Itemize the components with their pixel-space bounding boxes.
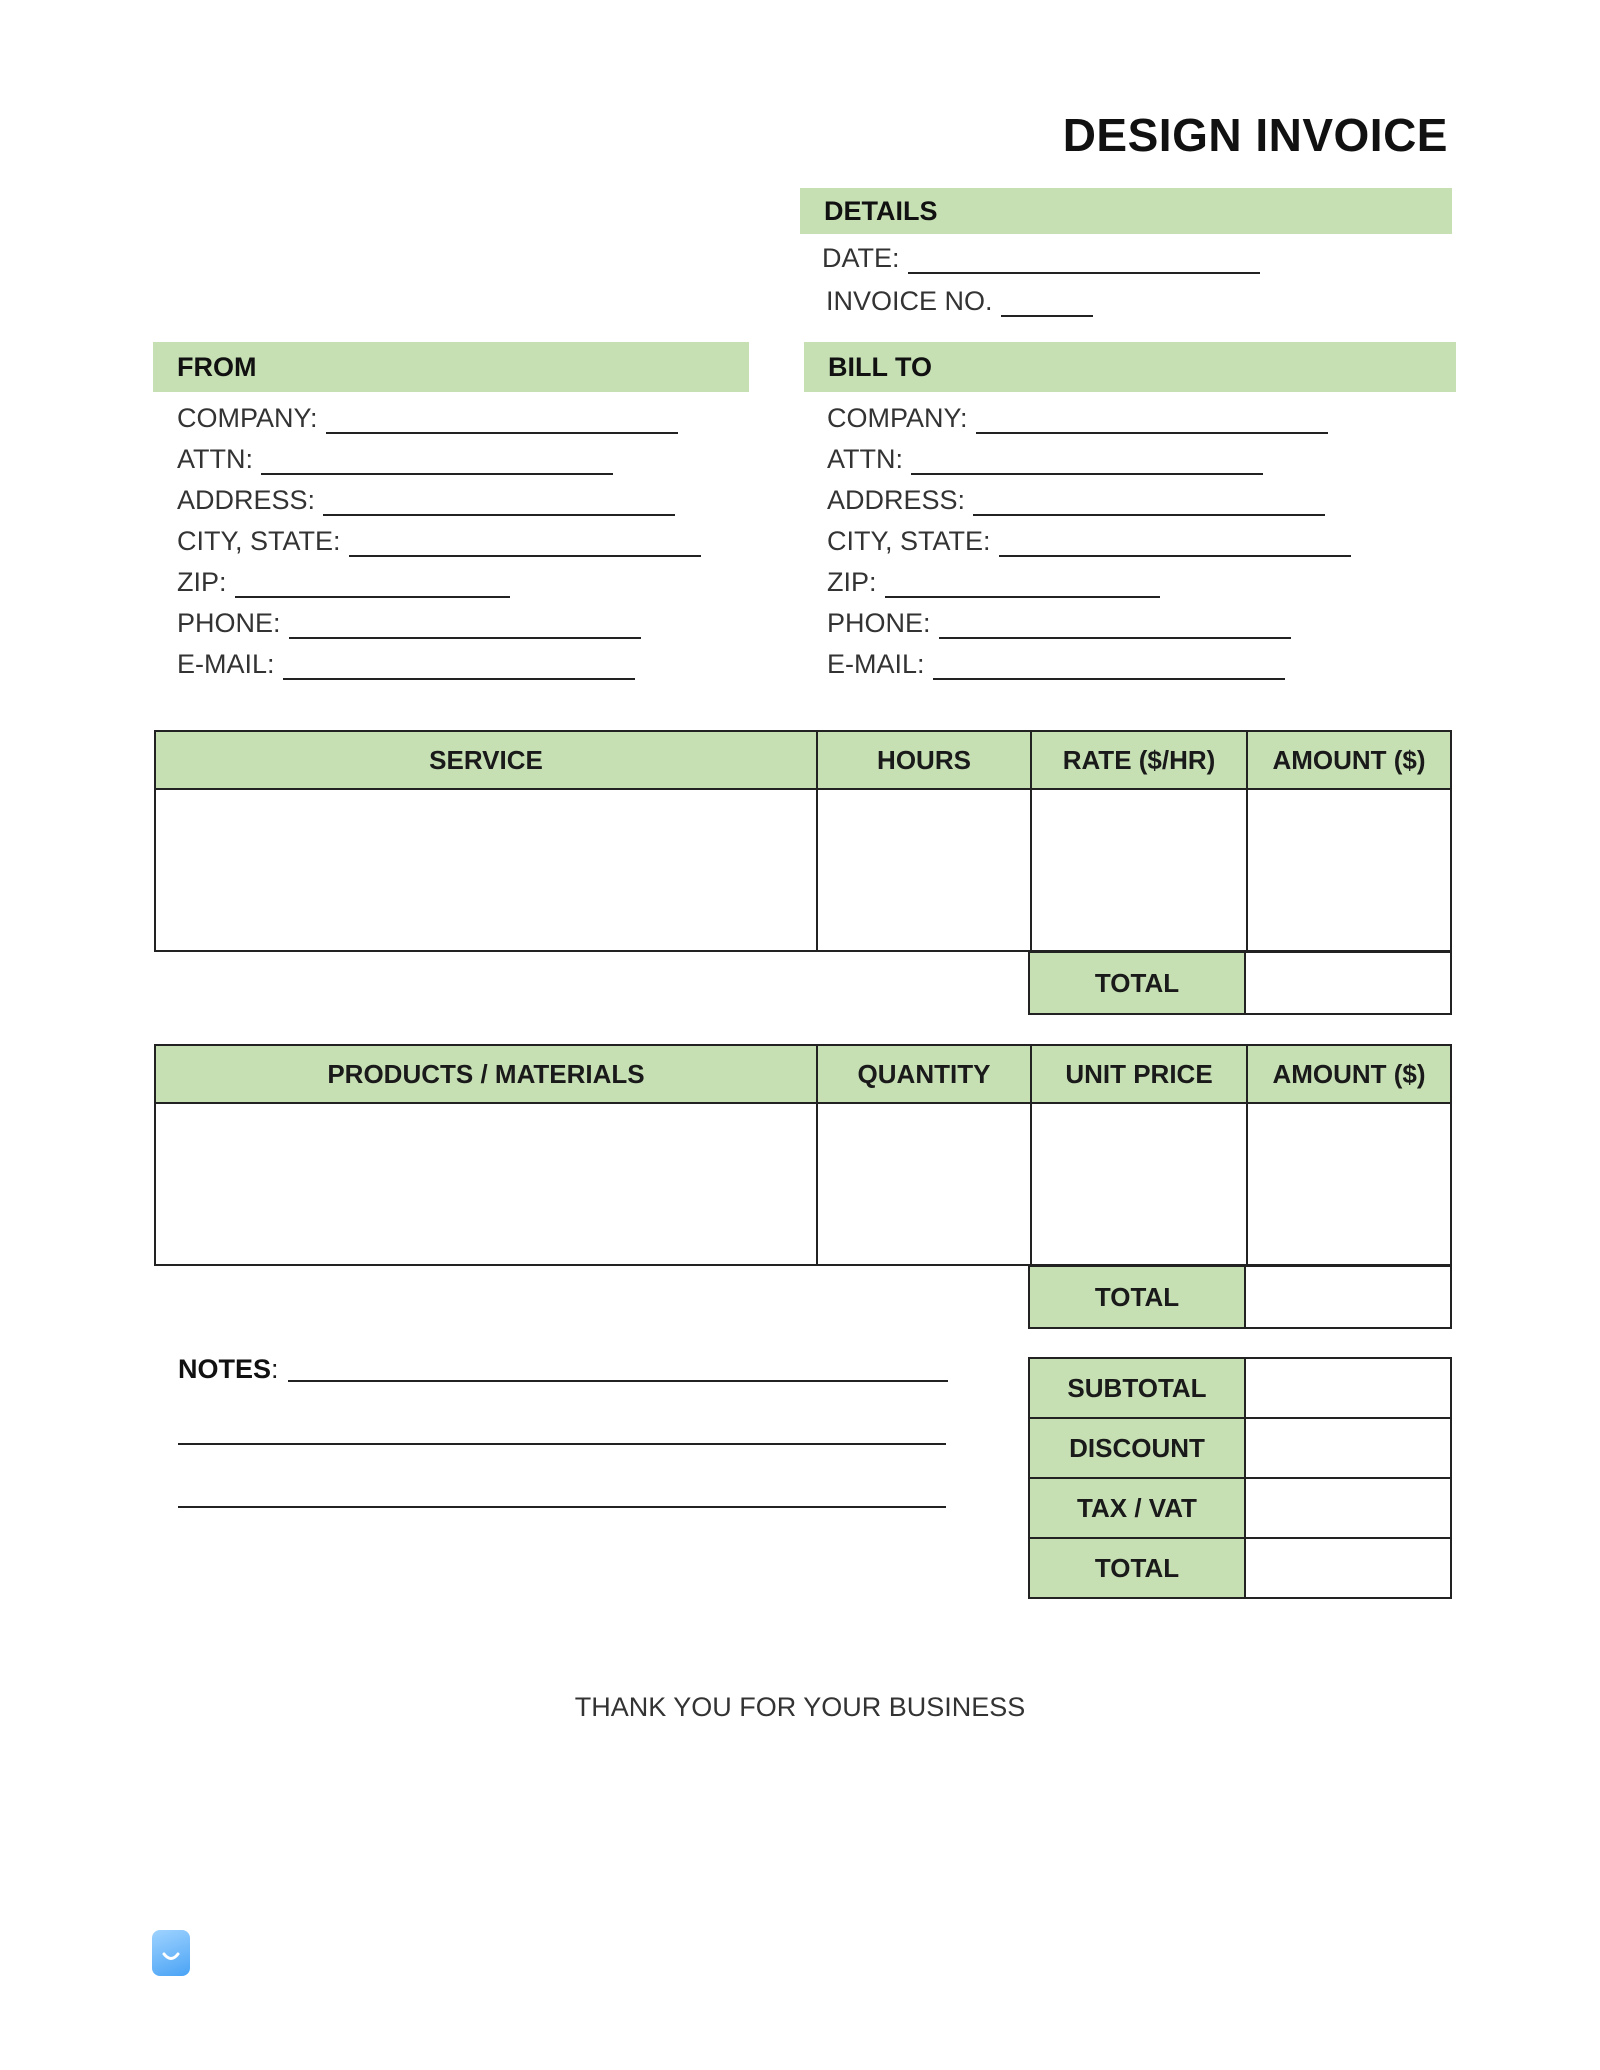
- from-zip-line[interactable]: [235, 570, 510, 598]
- product-cell[interactable]: [155, 1103, 817, 1265]
- bill-to-heading: [804, 342, 1456, 392]
- date-line[interactable]: [908, 246, 1260, 274]
- services-body-row[interactable]: [155, 789, 1451, 951]
- bill-company-label: COMPANY:: [827, 403, 968, 433]
- service-cell[interactable]: [155, 789, 817, 951]
- date-label: DATE:: [822, 243, 900, 273]
- summary-row: [1029, 1478, 1451, 1538]
- rate-header: RATE ($/HR): [1031, 731, 1247, 789]
- from-email-field[interactable]: [177, 644, 701, 680]
- tax-vat-label: TAX / VAT: [1029, 1478, 1245, 1538]
- service-amount-header: AMOUNT ($): [1247, 731, 1451, 789]
- service-amount-cell[interactable]: [1247, 789, 1451, 951]
- bill-phone-field[interactable]: [827, 603, 1351, 639]
- summary-row: [1029, 1358, 1451, 1418]
- bill-city-state-line[interactable]: [999, 529, 1351, 557]
- bill-address-field[interactable]: [827, 480, 1351, 516]
- tax-vat-value[interactable]: [1245, 1478, 1451, 1538]
- from-heading-label: FROM: [177, 351, 257, 382]
- products-header: PRODUCTS / MATERIALS: [155, 1045, 817, 1103]
- products-table: [154, 1044, 1452, 1266]
- notes-label: NOTES: [178, 1354, 272, 1384]
- bill-zip-label: ZIP:: [827, 567, 877, 597]
- from-phone-field[interactable]: [177, 603, 701, 639]
- invoice-number-field[interactable]: [826, 281, 1093, 317]
- bill-attn-label: ATTN:: [827, 444, 903, 474]
- from-address-line[interactable]: [323, 488, 675, 516]
- bill-address-label: ADDRESS:: [827, 485, 966, 515]
- bill-email-line[interactable]: [933, 652, 1285, 680]
- thank-you-message: THANK YOU FOR YOUR BUSINESS: [574, 1692, 1026, 1722]
- product-amount-header: AMOUNT ($): [1247, 1045, 1451, 1103]
- hours-cell[interactable]: [817, 789, 1031, 951]
- from-city-state-line[interactable]: [349, 529, 701, 557]
- from-phone-label: PHONE:: [177, 608, 281, 638]
- from-phone-line[interactable]: [289, 611, 641, 639]
- from-company-line[interactable]: [326, 406, 678, 434]
- invoice-number-label: INVOICE NO.: [826, 286, 993, 316]
- grand-total-label: TOTAL: [1029, 1538, 1245, 1598]
- logo-smile-icon: [152, 1930, 190, 1976]
- bill-phone-label: PHONE:: [827, 608, 931, 638]
- from-address-field[interactable]: [177, 480, 701, 516]
- from-fields: [177, 392, 701, 680]
- grand-total-value[interactable]: [1245, 1538, 1451, 1598]
- invoice-title: DESIGN INVOICE: [1062, 109, 1448, 161]
- notes-line-3[interactable]: [178, 1506, 946, 1508]
- bill-email-field[interactable]: [827, 644, 1351, 680]
- from-zip-field[interactable]: [177, 562, 701, 598]
- from-company-label: COMPANY:: [177, 403, 318, 433]
- bill-email-label: E-MAIL:: [827, 649, 925, 679]
- subtotal-label: SUBTOTAL: [1029, 1358, 1245, 1418]
- bill-to-heading-label: BILL TO: [828, 351, 933, 382]
- from-attn-label: ATTN:: [177, 444, 253, 474]
- from-email-label: E-MAIL:: [177, 649, 275, 679]
- discount-value[interactable]: [1245, 1418, 1451, 1478]
- services-table: [154, 730, 1452, 952]
- details-heading: [800, 188, 1452, 234]
- from-address-label: ADDRESS:: [177, 485, 316, 515]
- bill-attn-field[interactable]: [827, 439, 1351, 475]
- document-logo-icon: [152, 1930, 190, 1976]
- from-city-state-field[interactable]: [177, 521, 701, 557]
- from-attn-line[interactable]: [261, 447, 613, 475]
- summary-row: [1029, 1418, 1451, 1478]
- discount-label: DISCOUNT: [1029, 1418, 1245, 1478]
- bill-attn-line[interactable]: [911, 447, 1263, 475]
- from-zip-label: ZIP:: [177, 567, 227, 597]
- bill-company-field[interactable]: [827, 398, 1351, 434]
- quantity-header: QUANTITY: [817, 1045, 1031, 1103]
- from-company-field[interactable]: [177, 398, 701, 434]
- hours-header: HOURS: [817, 731, 1031, 789]
- from-attn-field[interactable]: [177, 439, 701, 475]
- subtotal-value[interactable]: [1245, 1358, 1451, 1418]
- from-heading: [153, 342, 749, 392]
- unit-price-header: UNIT PRICE: [1031, 1045, 1247, 1103]
- from-email-line[interactable]: [283, 652, 635, 680]
- bill-to-fields: [827, 392, 1351, 680]
- products-total: [1028, 1265, 1452, 1329]
- services-total-label: TOTAL: [1029, 952, 1245, 1014]
- bill-company-line[interactable]: [976, 406, 1328, 434]
- unit-price-cell[interactable]: [1031, 1103, 1247, 1265]
- services-total-value[interactable]: [1245, 952, 1451, 1014]
- bill-city-state-label: CITY, STATE:: [827, 526, 991, 556]
- bill-phone-line[interactable]: [939, 611, 1291, 639]
- details-heading-label: DETAILS: [824, 195, 938, 226]
- bill-zip-line[interactable]: [885, 570, 1160, 598]
- quantity-cell[interactable]: [817, 1103, 1031, 1265]
- rate-cell[interactable]: [1031, 789, 1247, 951]
- bill-city-state-field[interactable]: [827, 521, 1351, 557]
- notes-colon: :: [271, 1354, 279, 1384]
- summary-table: [1028, 1357, 1452, 1599]
- services-total: [1028, 951, 1452, 1015]
- notes-field[interactable]: [178, 1354, 279, 1385]
- invoice-number-line[interactable]: [1001, 289, 1093, 317]
- notes-line-2[interactable]: [178, 1443, 946, 1445]
- service-header: SERVICE: [155, 731, 817, 789]
- bill-zip-field[interactable]: [827, 562, 1351, 598]
- products-total-label: TOTAL: [1029, 1266, 1245, 1328]
- products-total-value[interactable]: [1245, 1266, 1451, 1328]
- bill-address-line[interactable]: [973, 488, 1325, 516]
- notes-line-1[interactable]: [288, 1380, 948, 1382]
- date-field[interactable]: [822, 238, 1260, 274]
- products-body-row[interactable]: [155, 1103, 1451, 1265]
- from-city-state-label: CITY, STATE:: [177, 526, 341, 556]
- services-header-row: [155, 731, 1451, 789]
- product-amount-cell[interactable]: [1247, 1103, 1451, 1265]
- summary-row: [1029, 1538, 1451, 1598]
- products-header-row: [155, 1045, 1451, 1103]
